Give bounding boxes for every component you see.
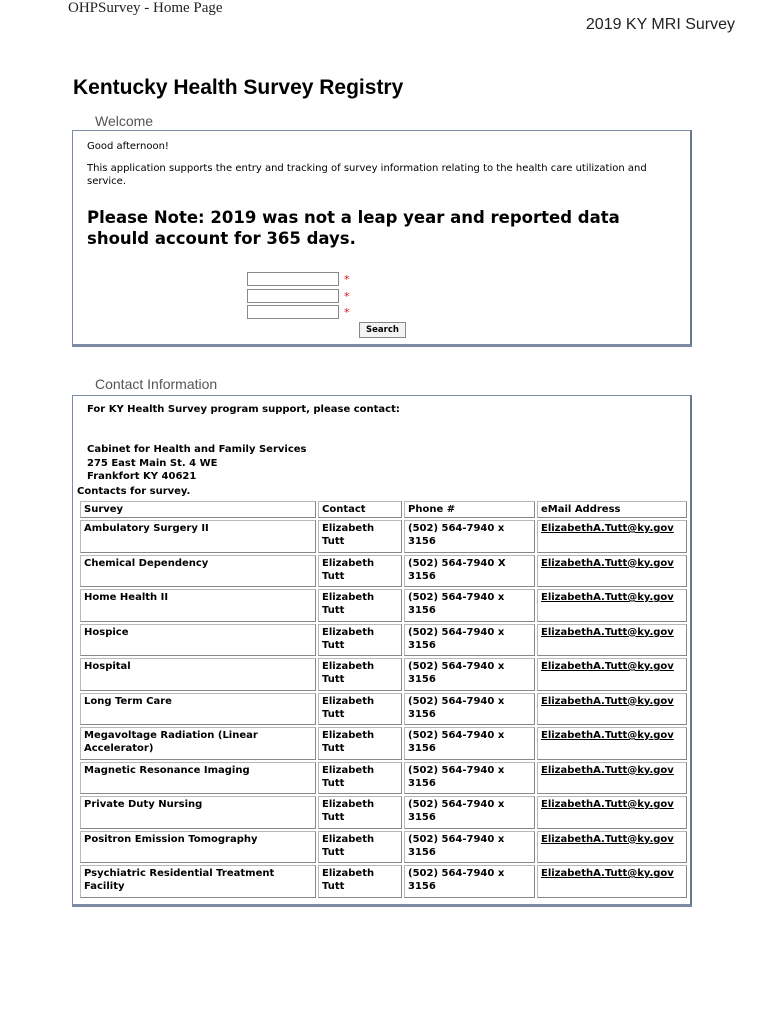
table-row <box>80 589 687 622</box>
table-row <box>80 762 687 795</box>
email-cell <box>537 658 687 691</box>
welcome-section-label: Welcome <box>95 113 154 129</box>
email-cell <box>537 555 687 588</box>
contact-cell: Elizabeth Tutt <box>318 831 402 864</box>
email-cell <box>537 727 687 760</box>
address-line: Cabinet for Health and Family Services <box>87 444 307 455</box>
email-link[interactable]: ElizabethA.Tutt@ky.gov <box>541 523 674 534</box>
email-cell <box>537 624 687 657</box>
email-link[interactable]: ElizabethA.Tutt@ky.gov <box>541 695 674 707</box>
survey-cell: Private Duty Nursing <box>80 796 316 829</box>
email-link[interactable]: ElizabethA.Tutt@ky.gov <box>541 626 674 638</box>
phone-cell: (502) 564-7940 x 3156 <box>404 520 535 553</box>
column-header-contact: Contact <box>318 501 402 518</box>
address-line: Frankfort KY 40621 <box>87 471 197 482</box>
welcome-panel <box>72 130 692 347</box>
email-cell <box>537 796 687 829</box>
phone-cell: (502) 564-7940 x 3156 <box>404 865 535 898</box>
survey-cell: Long Term Care <box>80 693 316 726</box>
greeting-text: Good afternoon! <box>87 141 169 152</box>
survey-cell: Ambulatory Surgery II <box>80 520 316 553</box>
email-link[interactable]: ElizabethA.Tutt@ky.gov <box>541 868 674 879</box>
table-row <box>80 693 687 726</box>
contact-cell: Elizabeth Tutt <box>318 658 402 691</box>
browser-page-title: OHPSurvey - Home Page <box>68 0 223 16</box>
table-row <box>80 727 687 760</box>
survey-cell: Megavoltage Radiation (Linear Accelerator) <box>80 727 316 760</box>
table-header-row <box>80 501 687 518</box>
survey-cell: Magnetic Resonance Imaging <box>80 762 316 795</box>
phone-cell: (502) 564-7940 x 3156 <box>404 624 535 657</box>
reenter-password-input[interactable] <box>247 305 339 319</box>
table-row <box>80 555 687 588</box>
survey-cell: Hospice <box>80 624 316 657</box>
survey-cell: Home Health II <box>80 589 316 622</box>
email-link[interactable]: ElizabethA.Tutt@ky.gov <box>541 799 674 810</box>
email-cell <box>537 865 687 898</box>
column-header-survey: Survey <box>80 501 316 518</box>
phone-cell: (502) 564-7940 x 3156 <box>404 796 535 829</box>
email-cell <box>537 831 687 864</box>
contact-cell: Elizabeth Tutt <box>318 796 402 829</box>
required-marker: * <box>344 273 350 286</box>
email-cell <box>537 520 687 553</box>
table-row <box>80 520 687 553</box>
contacts-table <box>78 499 689 900</box>
table-row <box>80 658 687 691</box>
survey-cell: Psychiatric Residential Treatment Facility <box>80 865 316 898</box>
contact-cell: Elizabeth Tutt <box>318 727 402 760</box>
phone-cell: (502) 564-7940 x 3156 <box>404 693 535 726</box>
phone-cell: (502) 564-7940 X 3156 <box>404 555 535 588</box>
support-text: For KY Health Survey program support, please contact: <box>87 404 400 415</box>
address-line: 275 East Main St. 4 WE <box>87 457 218 469</box>
table-row <box>80 831 687 864</box>
table-row <box>80 865 687 898</box>
password-input[interactable] <box>247 289 339 303</box>
phone-cell: (502) 564-7940 x 3156 <box>404 727 535 760</box>
email-link[interactable]: ElizabethA.Tutt@ky.gov <box>541 557 674 569</box>
table-row <box>80 624 687 657</box>
contact-cell: Elizabeth Tutt <box>318 520 402 553</box>
phone-cell: (502) 564-7940 x 3156 <box>404 762 535 795</box>
contact-cell: Elizabeth Tutt <box>318 589 402 622</box>
contact-cell: Elizabeth Tutt <box>318 762 402 795</box>
phone-cell: (502) 564-7940 x 3156 <box>404 831 535 864</box>
email-cell <box>537 589 687 622</box>
license-input[interactable] <box>247 272 339 286</box>
address-block <box>87 443 306 484</box>
contact-section-label: Contact Information <box>95 376 218 392</box>
required-marker: * <box>344 306 350 319</box>
survey-cell: Hospital <box>80 658 316 691</box>
contact-cell: Elizabeth Tutt <box>318 624 402 657</box>
phone-cell: (502) 564-7940 x 3156 <box>404 589 535 622</box>
table-row <box>80 796 687 829</box>
column-header-phone: Phone # <box>404 501 535 518</box>
survey-cell: Positron Emission Tomography <box>80 831 316 864</box>
intro-text: This application supports the entry and tracking of survey information relating to the health care utilization and service. <box>87 163 647 187</box>
contact-cell: Elizabeth Tutt <box>318 555 402 588</box>
contacts-caption: Contacts for survey. <box>77 486 191 497</box>
email-link[interactable]: ElizabethA.Tutt@ky.gov <box>541 833 674 845</box>
email-link[interactable]: ElizabethA.Tutt@ky.gov <box>541 764 674 776</box>
survey-cell: Chemical Dependency <box>80 555 316 588</box>
email-link[interactable]: ElizabethA.Tutt@ky.gov <box>541 730 674 741</box>
contact-panel <box>72 395 692 907</box>
column-header-email: eMail Address <box>537 501 687 518</box>
contact-cell: Elizabeth Tutt <box>318 693 402 726</box>
phone-cell: (502) 564-7940 x 3156 <box>404 658 535 691</box>
survey-name: 2019 KY MRI Survey <box>585 16 735 33</box>
leap-year-note: Please Note: 2019 was not a leap year and reported data should account for 365 days. <box>87 208 620 248</box>
email-link[interactable]: ElizabethA.Tutt@ky.gov <box>541 592 674 603</box>
email-cell <box>537 762 687 795</box>
email-link[interactable]: ElizabethA.Tutt@ky.gov <box>541 661 674 672</box>
search-button[interactable]: Search <box>359 322 406 338</box>
page-title: Kentucky Health Survey Registry <box>73 76 404 99</box>
required-marker: * <box>344 290 350 303</box>
email-cell <box>537 693 687 726</box>
contact-cell: Elizabeth Tutt <box>318 865 402 898</box>
